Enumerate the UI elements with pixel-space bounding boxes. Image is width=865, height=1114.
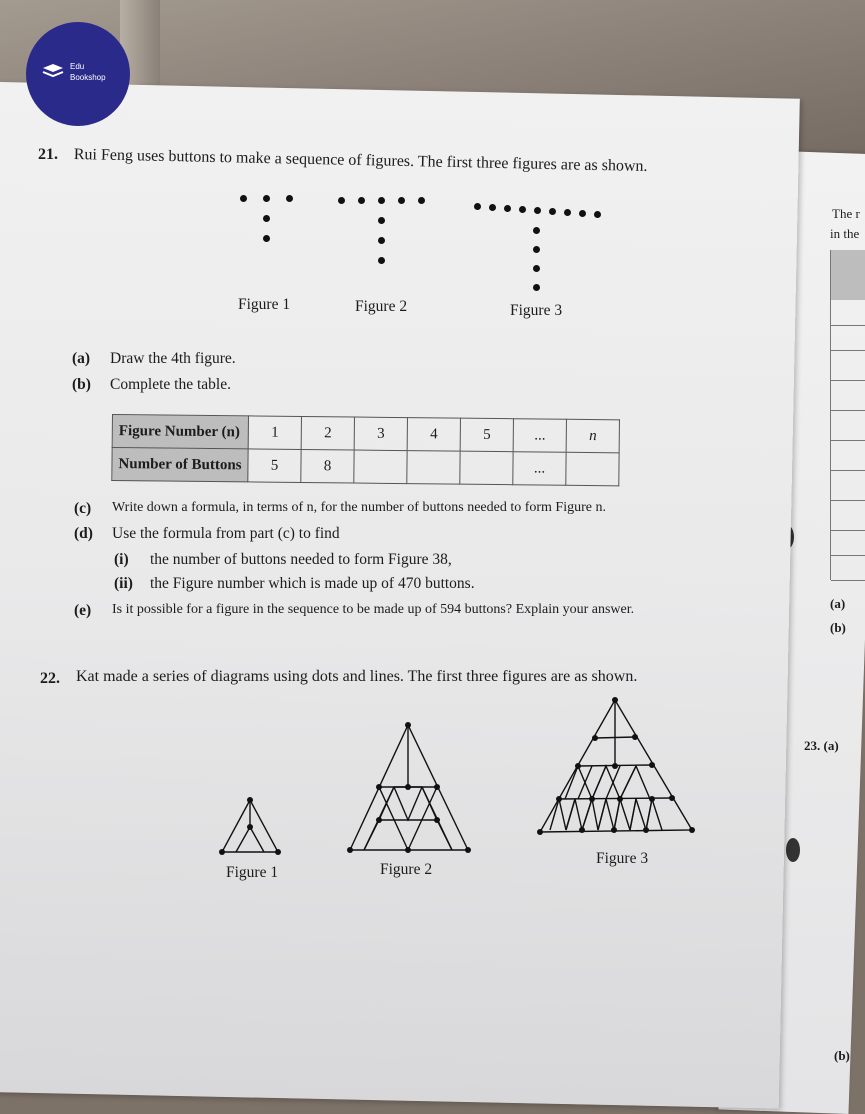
binder-hole-2: [786, 838, 800, 862]
table-cell: 3: [354, 417, 407, 451]
table-cell: 5: [248, 449, 301, 483]
q21-figure-1-label: Figure 1: [238, 296, 291, 313]
right-page-table: [830, 250, 865, 580]
logo-line-1: Edu: [70, 62, 85, 71]
q21-part-d-i-label: (i): [114, 551, 129, 568]
right-page-part-a: (a): [830, 596, 846, 611]
right-page-text-2: in the: [830, 226, 860, 241]
q21-part-d-i-text: the number of buttons needed to form Figure 38,: [150, 551, 452, 568]
q21-figure-3-label: Figure 3: [510, 302, 563, 319]
q21-table: [111, 414, 620, 486]
q22-figure-1-label: Figure 1: [226, 864, 279, 881]
q21-part-c-label: (c): [74, 500, 92, 517]
table-cell: [407, 451, 460, 485]
q21-part-b-text: Complete the table.: [110, 376, 231, 393]
logo-line-2: Bookshop: [70, 73, 106, 82]
book-icon: [42, 64, 64, 78]
q21-part-d-text: Use the formula from part (c) to find: [112, 525, 340, 542]
right-page-part-b: (b): [830, 620, 846, 635]
table-cell: ...: [513, 452, 566, 486]
table-header-number-of-buttons: Number of Buttons: [112, 448, 248, 482]
main-page: [0, 82, 800, 1109]
table-cell: [354, 450, 407, 484]
q22-number: 22.: [40, 670, 60, 687]
table-cell: 4: [407, 418, 460, 452]
table-cell: 1: [248, 416, 301, 450]
table-cell: 2: [301, 416, 354, 450]
table-row: [112, 415, 619, 453]
table-cell: 5: [460, 418, 513, 452]
q21-part-d-label: (d): [74, 525, 93, 542]
q22-text: Kat made a series of diagrams using dots and lines. The first three figures are as shown.: [76, 668, 638, 685]
q21-part-a-text: Draw the 4th figure.: [110, 350, 236, 367]
q21-part-e-label: (e): [74, 602, 92, 619]
table-cell: ...: [513, 419, 566, 453]
q21-part-e-text: Is it possible for a figure in the sequence to be made up of 594 buttons? Explain your answer.: [112, 602, 635, 617]
q21-part-a-label: (a): [72, 350, 91, 367]
right-page-text-1: The r: [832, 206, 860, 221]
right-page-q23: 23. (a): [804, 738, 839, 753]
q21-text: Rui Feng uses buttons to make a sequence of figures. The first three figures are as shown.: [73, 146, 648, 176]
table-row: [112, 448, 619, 486]
table-cell: [566, 452, 619, 486]
table-header-figure-number: Figure Number (n): [112, 415, 248, 449]
q21-number: 21.: [38, 146, 58, 163]
right-page-part-b-bottom: (b): [834, 1048, 850, 1063]
q22-figure-3-label: Figure 3: [596, 850, 649, 867]
q21-part-c-text: Write down a formula, in terms of n, for the number of buttons needed to form Figure n.: [112, 500, 606, 515]
q21-part-b-label: (b): [72, 376, 91, 393]
q21-part-d-ii-label: (ii): [114, 575, 133, 592]
q21-part-d-ii-text: the Figure number which is made up of 470 buttons.: [150, 575, 475, 592]
table-cell: [460, 451, 513, 485]
q22-figure-2-label: Figure 2: [380, 861, 433, 878]
table-cell: n: [566, 419, 619, 453]
table-cell: 8: [301, 449, 354, 483]
edu-bookshop-logo: [26, 22, 130, 126]
q21-figure-2-label: Figure 2: [355, 298, 408, 315]
